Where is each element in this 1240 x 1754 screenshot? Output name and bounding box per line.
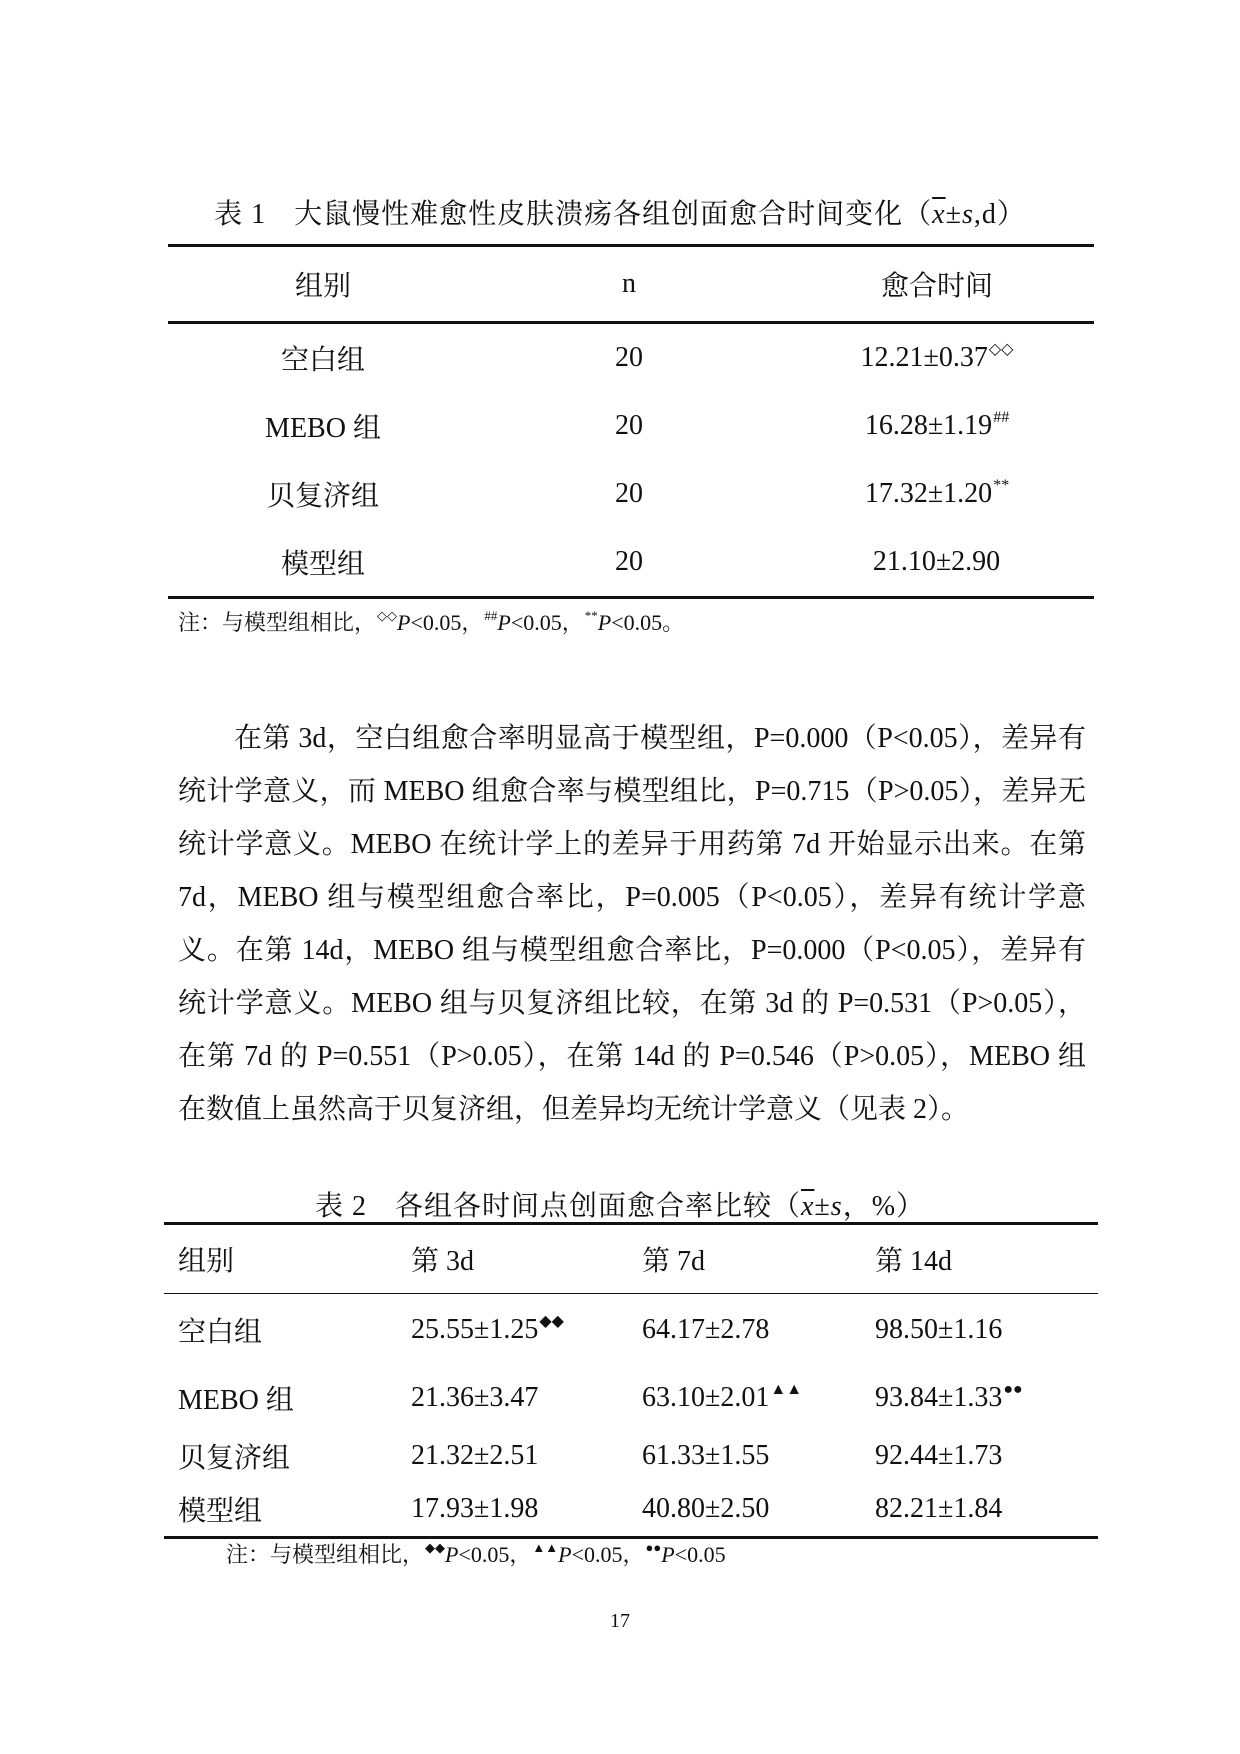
table-row bbox=[164, 1366, 1098, 1430]
table1-cell-group: MEBO 组 bbox=[265, 413, 381, 444]
p-symbol: P bbox=[597, 610, 612, 635]
table1-time-value: 21.10±2.90 bbox=[872, 546, 1001, 577]
table2-value: 93.84±1.33 bbox=[875, 1382, 1003, 1413]
table2-sd-symbol: s bbox=[830, 1191, 843, 1222]
table1-cell-time bbox=[780, 392, 1094, 460]
table2-header-day14: 第 14d bbox=[875, 1246, 953, 1277]
table1-cell-time bbox=[780, 460, 1094, 528]
p-value: <0.05， bbox=[458, 1542, 532, 1567]
table2-value: 25.55±1.25 bbox=[411, 1314, 539, 1345]
table1-cell-group: 贝复济组 bbox=[266, 481, 379, 512]
page-number: 17 bbox=[610, 1610, 630, 1632]
significance-mark: ●● bbox=[1003, 1381, 1023, 1398]
table2-value: 64.17±2.78 bbox=[642, 1314, 770, 1345]
table2-cell-day3 bbox=[397, 1482, 628, 1538]
significance-mark: ◆◆ bbox=[539, 1313, 564, 1330]
table2-cell-day7 bbox=[628, 1294, 861, 1367]
table2-note bbox=[226, 1538, 726, 1569]
p-value: <0.05。 bbox=[611, 610, 685, 635]
table1-cell-n: 20 bbox=[615, 410, 643, 441]
p-symbol: P bbox=[397, 610, 411, 635]
table1 bbox=[168, 244, 1094, 599]
significance-mark: ▲▲ bbox=[770, 1381, 803, 1398]
table-row bbox=[164, 1294, 1098, 1367]
p-symbol: P bbox=[445, 1542, 459, 1567]
table2-value: 21.36±3.47 bbox=[411, 1382, 539, 1413]
p-value: <0.05， bbox=[510, 610, 584, 635]
table1-header-healing-time: 愈合时间 bbox=[780, 246, 1094, 323]
table1-title: 大鼠慢性难愈性皮肤溃疡各组创面愈合时间变化（ bbox=[294, 199, 933, 230]
table2-cell-day3 bbox=[397, 1430, 628, 1482]
table1-cell-time bbox=[780, 324, 1094, 392]
table1-cell-n: 20 bbox=[615, 478, 643, 509]
table2-cell-group: MEBO 组 bbox=[178, 1385, 294, 1416]
table1-sd-symbol: s bbox=[961, 199, 974, 230]
table1-cell-n: 20 bbox=[615, 546, 643, 577]
table2-title: 各组各时间点创面愈合率比较（ bbox=[394, 1191, 801, 1222]
table2-unit: ，%） bbox=[842, 1191, 926, 1222]
table2-cell-day3 bbox=[397, 1294, 628, 1367]
table2-cell-day14 bbox=[861, 1294, 1098, 1367]
table2-cell-day7 bbox=[628, 1366, 861, 1430]
significance-mark: ** bbox=[993, 477, 1010, 494]
table1-time-value: 17.32±1.20 bbox=[864, 478, 993, 509]
table1-note-prefix: 注：与模型组相比， bbox=[178, 610, 377, 635]
table2-header-day3: 第 3d bbox=[411, 1246, 475, 1277]
significance-mark: ## bbox=[993, 409, 1010, 426]
table2-cell-day14 bbox=[861, 1366, 1098, 1430]
table-row bbox=[168, 460, 1094, 528]
table2-note-prefix: 注：与模型组相比， bbox=[226, 1542, 425, 1567]
table-row bbox=[164, 1430, 1098, 1482]
table2-value: 40.80±2.50 bbox=[642, 1493, 770, 1524]
significance-mark: ◇◇ bbox=[377, 608, 398, 623]
table1-pm: ± bbox=[945, 199, 962, 230]
p-symbol: P bbox=[661, 1542, 675, 1567]
significance-mark: ▲▲ bbox=[532, 1540, 559, 1555]
p-symbol: P bbox=[558, 1542, 572, 1567]
table1-unit: ,d） bbox=[973, 199, 1026, 230]
p-symbol: P bbox=[497, 610, 511, 635]
table2-value: 98.50±1.16 bbox=[875, 1314, 1003, 1345]
table2-mean-symbol: $\overline{x}$ bbox=[800, 1191, 815, 1222]
table1-cell-n: 20 bbox=[615, 342, 643, 373]
table2-caption bbox=[0, 1184, 1240, 1224]
table1-time-value: 16.28±1.19 bbox=[864, 410, 993, 441]
table2-header-day7: 第 7d bbox=[642, 1246, 706, 1277]
table-row bbox=[168, 528, 1094, 598]
table1-header-group: 组别 bbox=[294, 271, 351, 302]
table-row bbox=[168, 324, 1094, 392]
table2-number: 表 2 bbox=[314, 1191, 367, 1222]
p-value: <0.05 bbox=[674, 1542, 726, 1567]
table1-cell-time bbox=[780, 528, 1094, 598]
table1-cell-group: 模型组 bbox=[280, 549, 365, 580]
table2-cell-day7 bbox=[628, 1482, 861, 1538]
table2-value: 63.10±2.01 bbox=[642, 1382, 770, 1413]
table2-value: 82.21±1.84 bbox=[875, 1493, 1003, 1524]
table2-header-group: 组别 bbox=[178, 1246, 235, 1277]
table2-cell-group: 贝复济组 bbox=[178, 1443, 291, 1474]
table2 bbox=[164, 1222, 1098, 1539]
table2-cell-day7 bbox=[628, 1430, 861, 1482]
p-value: <0.05， bbox=[410, 610, 484, 635]
significance-mark: ** bbox=[584, 608, 598, 623]
table2-value: 17.93±1.98 bbox=[411, 1493, 539, 1524]
table2-value: 92.44±1.73 bbox=[875, 1440, 1003, 1471]
table2-cell-group: 空白组 bbox=[178, 1317, 263, 1348]
significance-mark: ## bbox=[484, 608, 498, 623]
table2-cell-day14 bbox=[861, 1482, 1098, 1538]
table2-cell-day3 bbox=[397, 1366, 628, 1430]
table2-cell-day14 bbox=[861, 1430, 1098, 1482]
table1-time-value: 12.21±0.37 bbox=[860, 342, 988, 373]
table-row bbox=[168, 392, 1094, 460]
table1-cell-group: 空白组 bbox=[280, 345, 365, 376]
table2-value: 61.33±1.55 bbox=[642, 1440, 770, 1471]
significance-mark: ●● bbox=[645, 1540, 662, 1555]
body-paragraph: 在第 3d，空白组愈合率明显高于模型组，P=0.000（P<0.05），差异有统计学意义，而 MEBO 组愈合率与模型组比，P=0.715（P>0.05），差异无统计学意义。MEBO 在统计学上的差异于用药第 7d 开始显示出来。在第 7d，MEBO 组与模型组愈合率比，P=0.005（P<0.05），差异有统计学意义。在第 14d，MEBO 组与模型组愈合率比，P=0.000（P<0.05），差异有统计学意义。MEBO 组与贝复济组比较，在第 3d 的 P=0.531（P>0.05），在第 7d 的 P=0.551（P>0.05），在第 14d 的 P=0.546（P>0.05），MEBO 组在数值上虽然高于贝复济组，但差异均无统计学意义（见表 2）。 bbox=[178, 723, 1086, 1125]
table2-cell-group: 模型组 bbox=[178, 1496, 263, 1527]
significance-mark: ◆◆ bbox=[425, 1540, 446, 1555]
significance-mark: ◇◇ bbox=[988, 341, 1014, 358]
table1-header-n: n bbox=[622, 268, 636, 299]
table1-number: 表 1 bbox=[214, 199, 267, 230]
table-row bbox=[164, 1482, 1098, 1538]
table1-note bbox=[178, 606, 684, 637]
p-value: <0.05， bbox=[571, 1542, 645, 1567]
table2-value: 21.32±2.51 bbox=[411, 1440, 539, 1471]
table1-caption bbox=[0, 192, 1240, 232]
table2-pm: ± bbox=[814, 1191, 831, 1222]
table1-mean-symbol: $\overline{x}$ bbox=[932, 199, 946, 230]
